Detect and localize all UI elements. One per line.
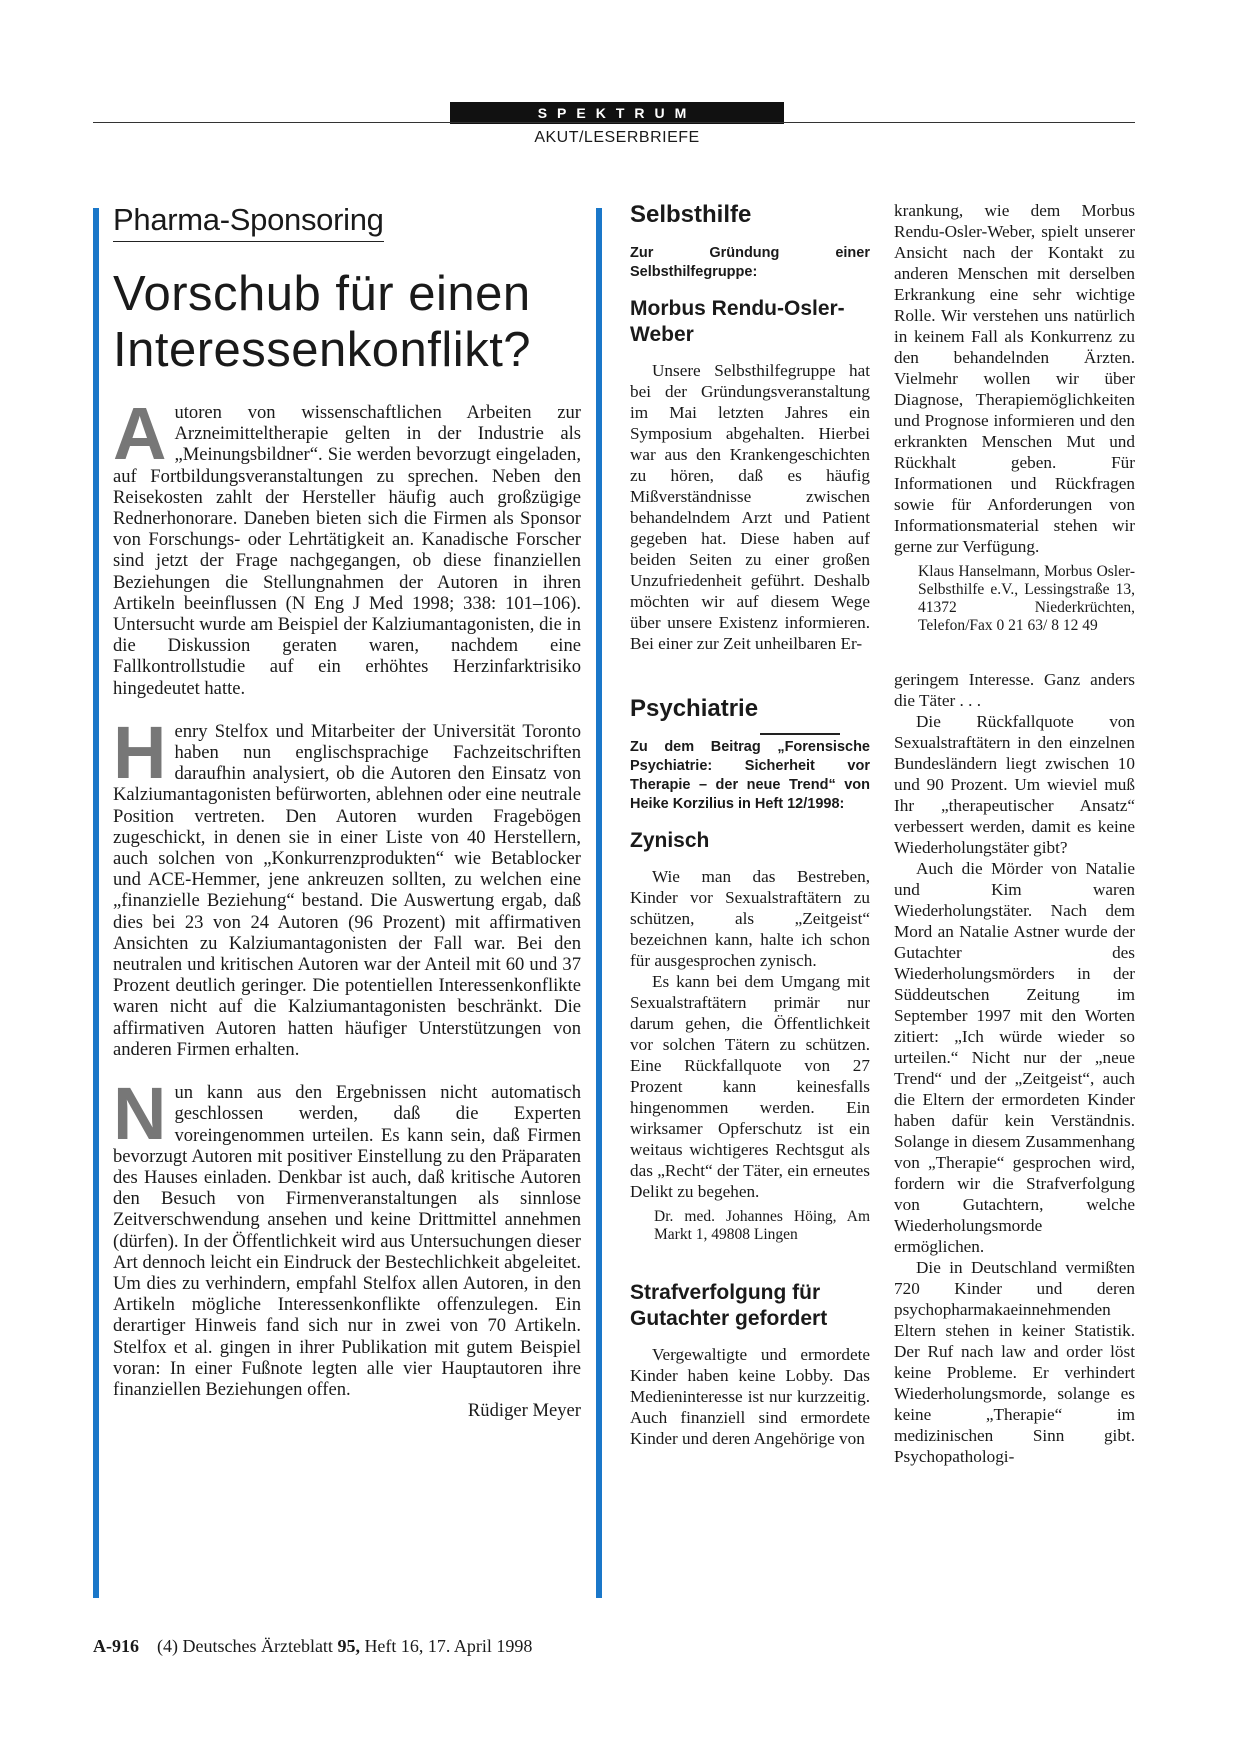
letter1-signature: Dr. med. Johannes Höing, Am Markt 1, 49808 Lingen <box>654 1208 870 1243</box>
article-paragraph <box>113 710 581 1060</box>
middle-column <box>630 200 870 1449</box>
paragraph-text: utoren von wissenschaftlichen Arbeiten zur Arzneimitteltherapie gelten in der Industrie als „Meinungsbildner“. Sie werden bevorzugt eingeladen, auf Fortbildungsveranstaltungen zu sprechen. Neben den Reisekosten zahlt der Hersteller häufig auch großzügige Rednerhonorare. Daneben bieten sich die Firmen als Sponsor von Forschungs- oder Lehrtätigkeit an. Kanadische Forscher sind jetzt der Frage nachgegangen, ob diese finanziellen Beziehungen die Stellungnahmen der Autoren in ihren Artikeln beeinflussen (N Eng J Med 1998; 338: 101–106). Untersucht wurde am Beispiel der Kalziumantagonisten, die in die Diskussion geraten waren, nachdem eine Fallkontrollstudie auf ein erhöhtes Herzinfarktrisiko hingedeutet hatte. <box>113 402 581 699</box>
selbsthilfe-signature: Klaus Hanselmann, Morbus Osler-Selbsthilfe e.V., Lessingstraße 13, 41372 Niederkrüchten, Telefon/Fax 0 21 63/ 8 12 49 <box>918 563 1135 634</box>
article-headline: Vorschub für einen Interessenkonflikt? <box>113 267 532 377</box>
dropcap: N <box>113 1072 167 1156</box>
journal-name: (4) Deutsches Ärzteblatt <box>157 1636 333 1656</box>
selbsthilfe-text-continued: krankung, wie dem Morbus Rendu-Osler-Weber, spielt unserer Ansicht nach der Kontakt zu anderen Menschen mit derselben Erkrankung eine sehr wichtige Rolle. Wir verstehen uns natürlich in keinem Fall als Konkurrenz zu den behandelnden Ärzten. Vielmehr wollen wir über Diagnose, Therapiemöglichkeiten und Prognose informieren und den erkrankten Menschen Mut und Rückhalt geben. Für Informationen und Rückfragen sowie für Anforderungen von Informationsmaterial stehen wir gerne zur Verfügung. <box>894 201 1135 556</box>
article-paragraph <box>113 1072 581 1422</box>
letter2-paragraph: geringem Interesse. Ganz anders die Täter . . . <box>894 670 1135 710</box>
page-footer <box>93 1636 532 1657</box>
dropcap: H <box>113 710 167 794</box>
letter2-paragraph: Die in Deutschland vermißten 720 Kinder und deren psychopharmakaeinnehmenden Eltern stehen in keiner Statistik. Der Ruf nach law and order löst keine Probleme. Er verhindert Wiederholungsmorde, solange es keine „Therapie“ im medizinischen Sinn gibt. Psychopathologi- <box>894 1258 1135 1466</box>
section-label: SPEKTRUM <box>450 102 784 124</box>
left-accent-bar <box>93 208 99 1598</box>
selbsthilfe-intro: Zur Gründung einer Selbsthilfegruppe: <box>630 245 870 280</box>
letter1-paragraph: Wie man das Bestreben, Kinder vor Sexualstraftätern zu schützen, als „Zeitgeist“ bezeichnen kann, halte ich schon für ausgesprochen zynisch. <box>630 867 870 970</box>
letter2-paragraph: Auch die Mörder von Natalie und Kim waren Wiederholungstäter. Nach dem Mord an Natalie Astner wurde der Gutachter des Wiederholungsmörders in der Süddeutschen Zeitung im September 1997 mit den Worten zitiert: „Ich würde wieder so urteilen.“ Nicht nur der „neue Trend“ und der „Zeitgeist“, auch die Eltern der ermordeten Kinder haben dafür kein Verständnis. Solange in diesem Zusammenhang von „Therapie“ gesprochen wird, fordern wir die Strafverfolgung von Gutachtern, welche Wiederholungsmorde ermöglichen. <box>894 859 1135 1256</box>
journal-issue: Heft 16, 17. April 1998 <box>364 1636 533 1656</box>
letter2-paragraph: Die Rückfallquote von Sexualstraftätern in den einzelnen Bundesländern liegt zwischen 10 und 90 Prozent. Um wieviel muß Ihr „therapeutischer Ansatz“ verbessert werden, damit es keine Wiederholungstäter gibt? <box>894 712 1135 857</box>
article-kicker: Pharma-Sponsoring <box>113 200 384 242</box>
article-paragraph <box>113 392 581 699</box>
middle-accent-bar <box>596 208 602 1598</box>
letter2-text: Vergewaltigte und ermordete Kinder haben keine Lobby. Das Medieninteresse ist nur kurzzeitig. Auch finanziell sind ermordete Kinder und deren Angehörige von <box>630 1345 870 1448</box>
page-number: A-916 <box>93 1636 139 1656</box>
paragraph-text: un kann aus den Ergebnissen nicht automatisch geschlossen werden, daß die Experten voreingenommen urteilen. Es kann sein, daß Firmen bevorzugt Autoren mit positiver Einstellung zu den Präparaten des Hauses einladen. Denkbar ist auch, daß kritische Autoren den Besuch von Firmenveranstaltungen als sinnlose Zeitverschwendung ansehen und keine Drittmittel annehmen (dürfen). In der Öffentlichkeit wird aus Untersuchungen dieser Art dennoch leicht ein Eindruck der Bestechlichkeit abgeleitet. Um dies zu verhindern, empfahl Stelfox allen Autoren, in den Artikeln mögliche Interessenkonflikte offenzulegen. Ein derartiger Hinweis fand sich nur in zwei von 70 Artikeln. Stelfox et al. gingen in ihrer Publikation mit gutem Beispiel voran: In einer Fußnote legten alle vier Hauptautoren ihre finanziellen Beziehungen offen. <box>113 1082 581 1400</box>
header-rule <box>93 122 1135 123</box>
article-author: Rüdiger Meyer <box>467 1400 581 1422</box>
psychiatrie-intro: Zu dem Beitrag „Forensische Psychiatrie: Sicherheit vor Therapie – der neue Trend“ von Heike Korzilius in Heft 12/1998: <box>630 739 870 812</box>
dropcap: A <box>113 392 167 475</box>
author-line <box>113 1400 581 1421</box>
letter1-title: Zynisch <box>630 829 710 852</box>
letter1-paragraph: Es kann bei dem Umgang mit Sexualstraftätern primär nur darum gehen, die Öffentlichkeit vor solchen Tätern zu schützen. Eine Rückfallquote von 27 Prozent kann keinesfalls hingenommen werden. Ein wirksamer Opferschutz ist ein weitaus wichtigeres Rechtsgut als das „Recht“ der Täter, ein erneutes Delikt zu begehen. <box>630 972 870 1201</box>
journal-volume: 95, <box>337 1636 360 1656</box>
right-column <box>894 200 1135 1467</box>
selbsthilfe-title: Morbus Rendu-Osler-Weber <box>630 297 845 346</box>
selbsthilfe-text: Unsere Selbsthilfegruppe hat bei der Gründungsveranstaltung im Mai letzten Jahres ein Symposium abgehalten. Hierbei war aus den Krankengeschichten zu hören, daß es häufig Mißverständnisse zwischen behandelndem Arzt und Patient gegeben hat. Diese haben auf beiden Seiten zu einer großen Unzufriedenheit geführt. Deshalb möchten wir auf diesem Wege über unsere Existenz informieren. Bei einer zur Zeit unheilbaren Er- <box>630 361 870 653</box>
letter2-title: Strafverfolgung für Gutachter gefordert <box>630 1281 828 1330</box>
psychiatrie-heading: Psychiatrie <box>630 695 759 722</box>
main-article <box>113 200 581 1443</box>
section-divider <box>760 733 840 735</box>
selbsthilfe-heading: Selbsthilfe <box>630 201 752 228</box>
subsection-label: AKUT/LESERBRIEFE <box>534 129 700 146</box>
paragraph-text: enry Stelfox und Mitarbeiter der Universität Toronto haben nun englischsprachige Fachzeitschriften daraufhin analysiert, ob die Autoren den Einsatz von Kalziumantagonisten befürworten, ablehnen oder eine neutrale Position vertreten. Den Autoren wurden Fragebögen zugeschickt, in denen sie in einer Liste von 40 Herstellern, auch solchen von „Konkurrenzprodukten“ wie Betablocker und ACE-Hemmer, jene ankreuzen sollten, zu welchen eine „finanzielle Beziehung“ bestand. Die Auswertung ergab, daß dies bei 23 von 24 Autoren (96 Prozent) mit affirmativen Ansichten zu Kalziumantagonisten der Fall war. Bei den neutralen und kritischen Autoren war der Anteil mit 60 und 37 Prozent deutlich geringer. Die potentiellen Interessenkonflikte waren nicht auf die Kalziumantagonisten beschränkt. Die affirmativen Autoren hatten häufiger Unterstützungen von anderen Firmen erhalten. <box>113 720 581 1060</box>
